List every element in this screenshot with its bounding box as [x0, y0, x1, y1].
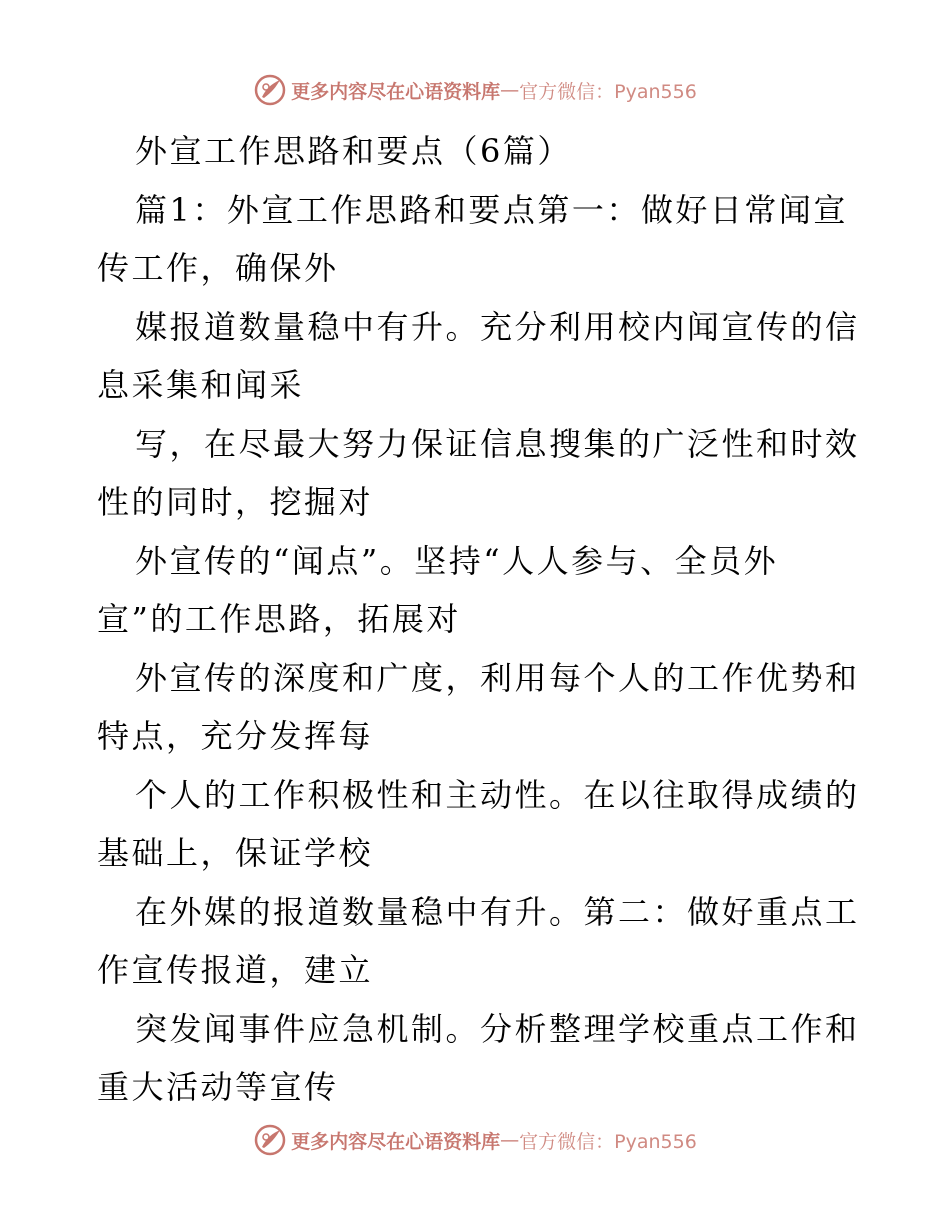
- document-title: 外宣工作思路和要点（6篇）: [135, 132, 572, 170]
- paragraph-line: 传工作，确保外: [97, 249, 339, 287]
- paragraph-line: 性的同时，挖掘对: [97, 483, 374, 521]
- paragraph-line: 重大活动等宣传: [97, 1068, 339, 1106]
- paragraph-line: 篇1：外宣工作思路和要点第一：做好日常闻宣: [135, 190, 848, 229]
- quill-circle-logo-icon: [253, 73, 287, 107]
- paragraph-line: 在外媒的报道数量稳中有升。第二：做好重点工: [135, 892, 860, 931]
- paragraph-line: 特点，充分发挥每: [97, 717, 374, 755]
- paragraph-line: 基础上，保证学校: [97, 834, 374, 872]
- banner-main-text: 更多内容尽在心语资料库: [291, 1130, 501, 1153]
- quill-circle-logo-icon: [253, 1123, 287, 1157]
- paragraph-line: 外宣传的深度和广度，利用每个人的工作优势和: [135, 658, 860, 697]
- footer-watermark-banner: [0, 1120, 950, 1160]
- paragraph-line: 息采集和闻采: [97, 366, 305, 404]
- header-watermark-banner: [0, 70, 950, 110]
- paragraph-line: 外宣传的“闻点”。坚持“人人参与、全员外: [135, 541, 779, 580]
- document-body: [97, 122, 860, 1117]
- banner-dash: —: [500, 1129, 520, 1151]
- paragraph-line: 写，在尽最大努力保证信息搜集的广泛性和时效: [135, 424, 860, 463]
- paragraph-line: 个人的工作积极性和主动性。在以往取得成绩的: [135, 775, 860, 814]
- paragraph-line: 作宣传报道，建立: [97, 951, 374, 989]
- banner-dash: —: [500, 79, 520, 101]
- paragraph-line: 突发闻事件应急机制。分析整理学校重点工作和: [135, 1009, 860, 1048]
- banner-wechat-text: 官方微信：Pyan556: [519, 1130, 697, 1153]
- paragraph-line: 宣”的工作思路，拓展对: [97, 600, 461, 638]
- banner-main-text: 更多内容尽在心语资料库: [291, 80, 501, 103]
- paragraph-line: 媒报道数量稳中有升。充分利用校内闻宣传的信: [135, 307, 860, 346]
- banner-wechat-text: 官方微信：Pyan556: [519, 80, 697, 103]
